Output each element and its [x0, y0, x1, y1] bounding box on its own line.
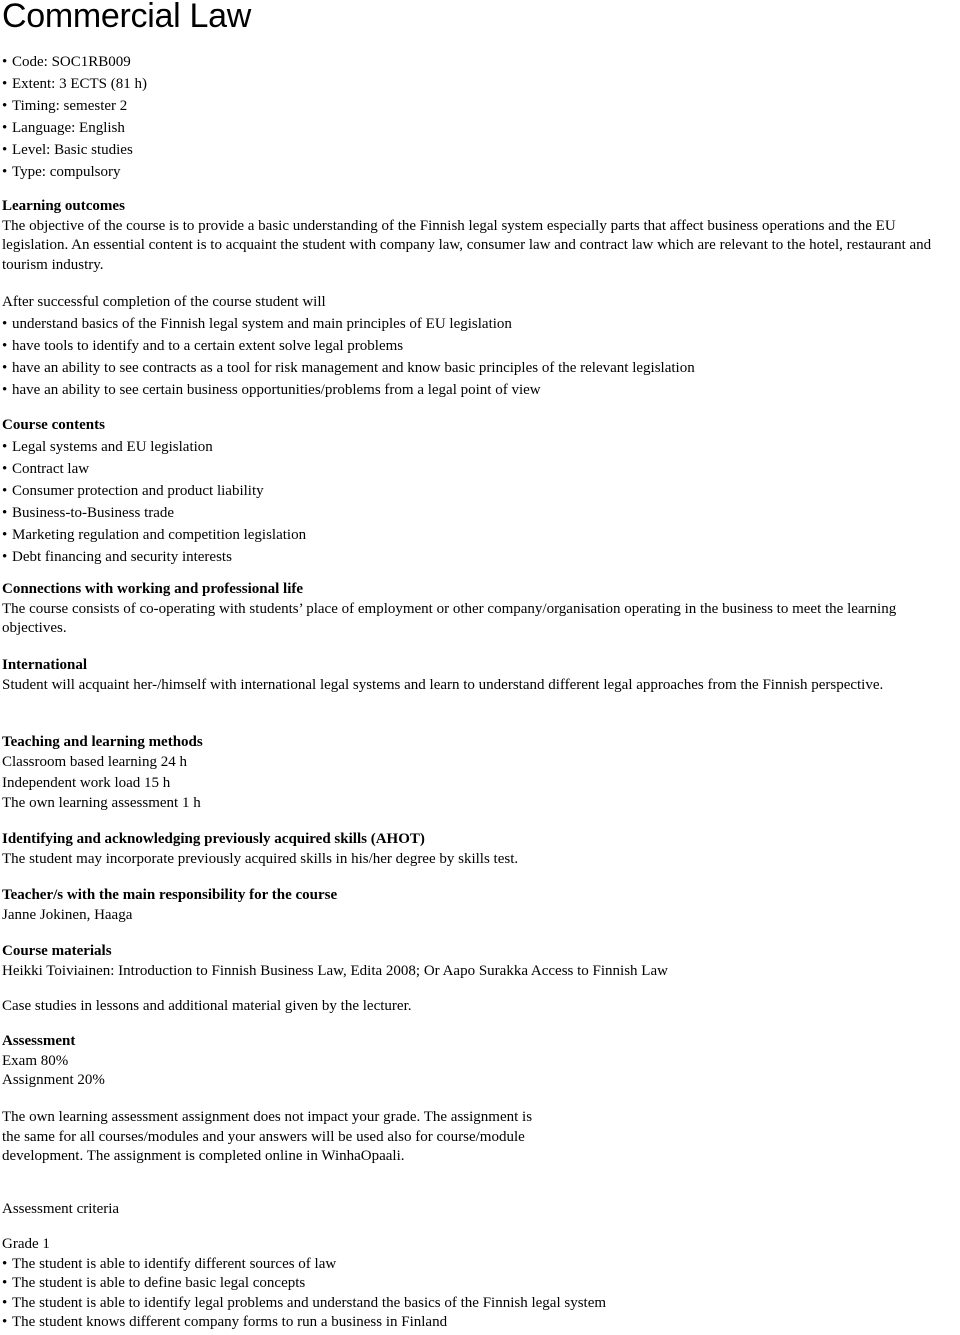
list-item: • have tools to identify and to a certain extent solve legal problems	[2, 335, 960, 357]
international-section	[2, 656, 960, 695]
connections-section	[2, 580, 960, 639]
assessment-note-text: The own learning assessment assignment does not impact your grade. The assignment is the same for all courses/modules and your answers will be used also for course/module development. The assignment is completed online in WinhaOpaali.	[2, 1109, 533, 1165]
completion-intro: After successful completion of the course student will	[2, 294, 326, 310]
list-item: • Debt financing and security interests	[2, 546, 960, 568]
meta-type: • Type: compulsory	[2, 161, 960, 183]
course-contents-heading: Course contents	[2, 417, 105, 433]
materials-section	[2, 942, 960, 981]
teaching-line: Independent work load 15 h	[2, 774, 171, 791]
grade1-section	[2, 1235, 960, 1333]
international-text: Student will acquaint her-/himself with international legal systems and learn to understand different legal approaches from the Finnish perspective.	[2, 676, 884, 693]
materials-text: Heikki Toiviainen: Introduction to Finnish Business Law, Edita 2008; Or Aapo Surakka Access to Finnish Law	[2, 962, 668, 979]
assessment-note-section	[2, 1108, 542, 1167]
ahot-section	[2, 830, 960, 869]
materials-extra-text: Case studies in lessons and additional material given by the lecturer.	[2, 998, 412, 1014]
list-item: • Consumer protection and product liability	[2, 480, 960, 502]
assessment-heading: Assessment	[2, 1033, 76, 1049]
assessment-line: Assignment 20%	[2, 1072, 105, 1089]
ahot-heading: Identifying and acknowledging previously acquired skills (AHOT)	[2, 831, 425, 847]
teaching-line: The own learning assessment 1 h	[2, 794, 201, 811]
list-item: • The student is able to identify different sources of law	[2, 1255, 960, 1275]
teachers-heading: Teacher/s with the main responsibility for the course	[2, 887, 338, 903]
assessment-line: Exam 80%	[2, 1052, 69, 1069]
list-item: • Legal systems and EU legislation	[2, 436, 960, 458]
list-item: • The student is able to define basic legal concepts	[2, 1274, 960, 1294]
assessment-criteria-section	[2, 1200, 960, 1220]
list-item: • The student knows different company forms to run a business in Finland	[2, 1313, 960, 1333]
completion-list	[2, 313, 960, 401]
international-heading: International	[2, 657, 88, 673]
teaching-section	[2, 732, 960, 813]
list-item: • have an ability to see contracts as a tool for risk management and know basic principles of the relevant legislation	[2, 357, 960, 379]
teachers-text: Janne Jokinen, Haaga	[2, 906, 133, 923]
list-item: • Business-to-Business trade	[2, 502, 960, 524]
learning-outcomes-heading: Learning outcomes	[2, 198, 125, 214]
materials-heading: Course materials	[2, 943, 112, 959]
learning-outcomes-section	[2, 197, 960, 275]
teachers-section	[2, 886, 960, 925]
course-contents-section	[2, 414, 960, 568]
meta-code: • Code: SOC1RB009	[2, 51, 960, 73]
meta-level: • Level: Basic studies	[2, 139, 960, 161]
teaching-line: Classroom based learning 24 h	[2, 754, 187, 771]
teaching-heading: Teaching and learning methods	[2, 734, 203, 750]
list-item: • Contract law	[2, 458, 960, 480]
grade1-label: Grade 1	[2, 1236, 50, 1252]
grade1-list	[2, 1255, 960, 1333]
connections-text: The course consists of co-operating with students’ place of employment or other company/organisation operating in the business to meet the learning objectives.	[2, 600, 897, 637]
meta-extent: • Extent: 3 ECTS (81 h)	[2, 73, 960, 95]
ahot-text: The student may incorporate previously acquired skills in his/her degree by skills test.	[2, 850, 519, 867]
course-contents-list	[2, 436, 960, 568]
list-item: • The student is able to identify legal problems and understand the basics of the Finnish legal system	[2, 1294, 960, 1314]
meta-language: • Language: English	[2, 117, 960, 139]
materials-extra-section	[2, 997, 960, 1017]
list-item: • have an ability to see certain business opportunities/problems from a legal point of view	[2, 379, 960, 401]
list-item: • Marketing regulation and competition legislation	[2, 524, 960, 546]
meta-timing: • Timing: semester 2	[2, 95, 960, 117]
learning-outcomes-text: The objective of the course is to provide a basic understanding of the Finnish legal system especially parts that affect business operations and the EU legislation. An essential content is to acquaint the student with company law, consumer law and contract law which are relevant to the hotel, restaurant and tourism industry.	[2, 217, 932, 273]
list-item: • understand basics of the Finnish legal system and main principles of EU legislation	[2, 313, 960, 335]
course-meta-list	[2, 51, 960, 183]
assessment-criteria-label: Assessment criteria	[2, 1201, 120, 1217]
assessment-section	[2, 1032, 960, 1091]
connections-heading: Connections with working and professional life	[2, 581, 304, 597]
completion-section	[2, 291, 960, 401]
page-title: Commercial Law	[2, 0, 251, 35]
